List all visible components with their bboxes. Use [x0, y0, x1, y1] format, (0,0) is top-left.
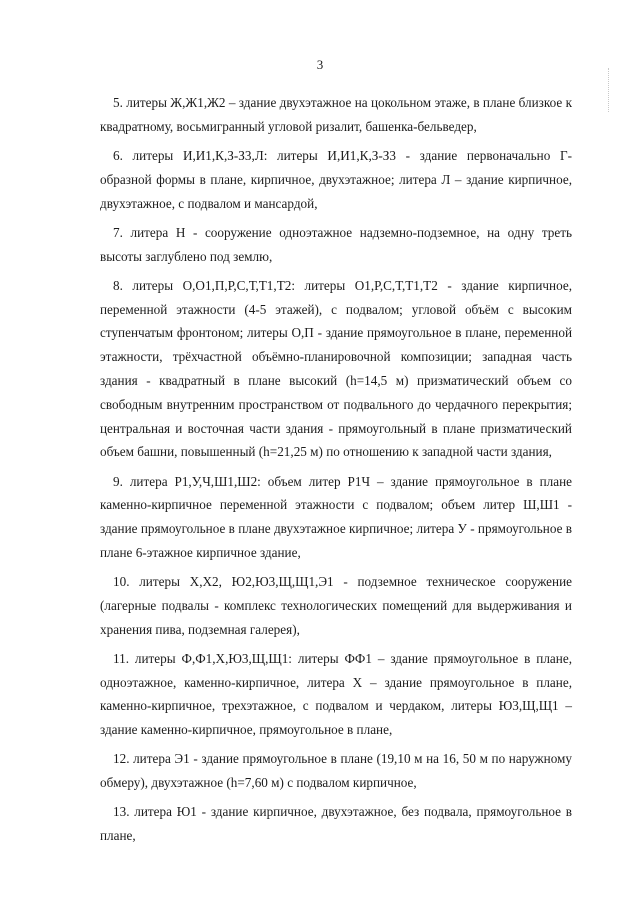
paragraph-item-12: 12. литера Э1 - здание прямоугольное в плане (19,10 м на 16, 50 м по наружному обмеру), двухэтажное (h=7,60 м) с подвалом кирпичное,: [100, 751, 572, 791]
paragraph-item-5: 5. литеры Ж,Ж1,Ж2 – здание двухэтажное на цокольном этаже, в плане близкое к квадратному, восьмигранный угловой ризалит, башенка-бельведер,: [100, 95, 572, 134]
document-body: [100, 91, 572, 853]
page-number: 3: [316, 57, 324, 72]
paragraph-item-7: 7. литера Н - сооружение одноэтажное надземно-подземное, на одну треть высоты заглублено под землю,: [100, 224, 572, 264]
margin-marks: [608, 68, 611, 112]
paragraph-item-13: 13. литера Ю1 - здание кирпичное, двухэтажное, без подвала, прямоугольное в плане,: [100, 804, 572, 844]
paragraph-item-8: 8. литеры О,О1,П,Р,С,Т,Т1,Т2: литеры О1,Р,С,Т,Т1,Т2 - здание кирпичное, переменной этажности (4-5 этажей), с подвалом; угловой объём с высоким ступенчатым фронтоном; литеры О,П - здание прямоугольное в плане, переменной этажности, трёхчастной объёмно-планировочной композиции; западная часть здания - квадратный в плане высокий (h=14,5 м) призматический объем со свободным внутренним пространством от подвального до чердачного перекрытия; центральная и восточная части здания - прямоугольный в плане призматический объем башни, повышенный (h=21,25 м) по отношению к западной части здания,: [100, 277, 572, 460]
paragraph-item-11: 11. литеры Ф,Ф1,Х,Ю3,Щ,Щ1: литеры ФФ1 – здание прямоугольное в плане, одноэтажное, каменно-кирпичное, литера Х – здание прямоугольное в плане, каменно-кирпичное, трехэтажное, с подвалом и чердаком, литеры Ю3,Щ,Щ1 – здание каменно-кирпичное, прямоугольное в плане,: [100, 650, 572, 738]
paragraph-item-10: 10. литеры Х,Х2, Ю2,Ю3,Щ,Щ1,Э1 - подземное техническое сооружение (лагерные подвалы - комплекс технологических помещений для выдерживания и хранения пива, подземная галерея),: [100, 574, 572, 637]
paragraph-item-6: 6. литеры И,И1,К,З-З3,Л: литеры И,И1,К,З-З3 - здание первоначально Г- образной формы в плане, кирпичное, двухэтажное; литера Л – здание кирпичное, двухэтажное, с подвалом и мансардой,: [100, 147, 572, 211]
paragraph-item-9: 9. литера Р1,У,Ч,Ш1,Ш2: объем литер Р1Ч – здание прямоугольное в плане каменно-кирпичное переменной этажности с подвалом; объем литер Ш,Ш1 - здание прямоугольное в плане двухэтажное кирпичное; литера У - прямоугольное в плане 6-этажное кирпичное здание,: [100, 473, 572, 560]
